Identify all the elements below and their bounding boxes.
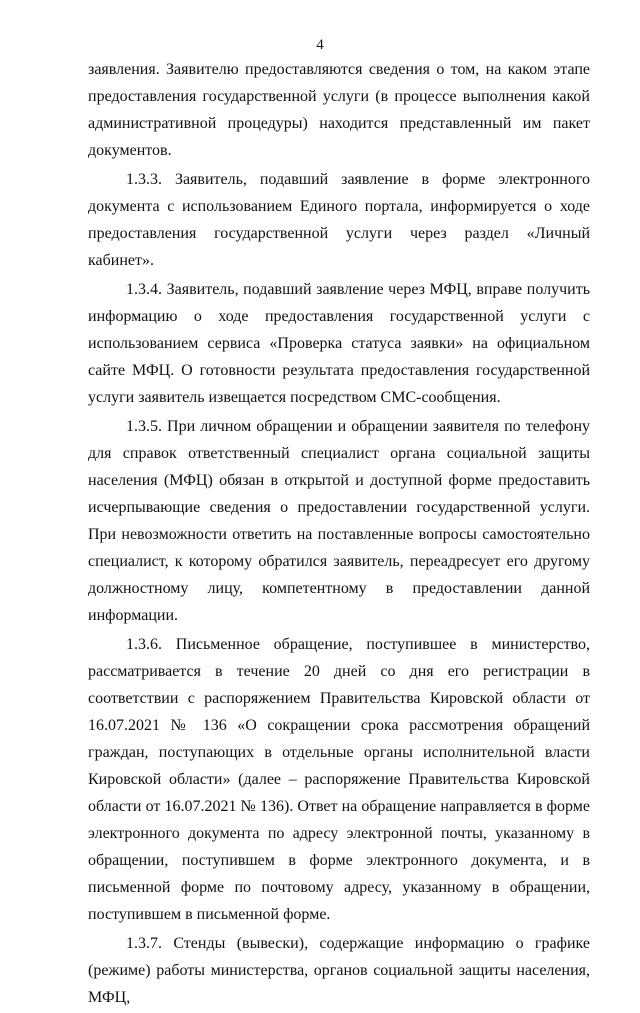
paragraph-1-3-5: 1.3.5. При личном обращении и обращении заявителя по телефону для справок ответственный специалист органа социальной защиты населения (МФЦ) обязан в открытой и доступной форме предоставить исчерпывающие сведения о предоставлении государственной услуги. При невозможности ответить на поставленные вопросы самостоятельно специалист, к которому обратился заявитель, переадресует его другому должностному лицу, компетентному в предоставлении данной информации. [88, 418, 590, 624]
paragraph-1-3-6: 1.3.6. Письменное обращение, поступившее в министерство, рассматривается в течение 20 дней со дня его регистрации в соответствии с распоряжением Правительства Кировской области от 16.07.2021 № 136 «О сокращении срока рассмотрения обращений граждан, поступающих в отдельные органы исполнительной власти Кировской области» (далее – распоряжение Правительства Кировской области от 16.07.2021 № 136). Ответ на обращение направляется в форме электронного документа по адресу электронной почты, указанному в обращении, поступившем в форме электронного документа, и в письменной форме по почтовому адресу, указанному в обращении, поступившем в письменной форме. [88, 636, 590, 923]
paragraph-1-3-4: 1.3.4. Заявитель, подавший заявление через МФЦ, вправе получить информацию о ходе предоставления государственной услуги с использованием сервиса «Проверка статуса заявки» на официальном сайте МФЦ. О готовности результата предоставления государственной услуги заявитель извещается посредством СМС-сообщения. [88, 281, 590, 406]
paragraph-continuation: заявления. Заявителю предоставляются сведения о том, на каком этапе предоставления государственной услуги (в процессе выполнения какой административной процедуры) находится представленный им пакет документов. [88, 61, 590, 159]
paragraph-1-3-3: 1.3.3. Заявитель, подавший заявление в форме электронного документа с использованием Единого портала, информируется о ходе предоставления государственной услуги через раздел «Личный кабинет». [88, 171, 590, 269]
document-body [88, 56, 590, 1013]
paragraph-1-3-7: 1.3.7. Стенды (вывески), содержащие информацию о графике (режиме) работы министерства, органов социальной защиты населения, МФЦ, [88, 935, 590, 1006]
page-number: 4 [316, 37, 324, 53]
